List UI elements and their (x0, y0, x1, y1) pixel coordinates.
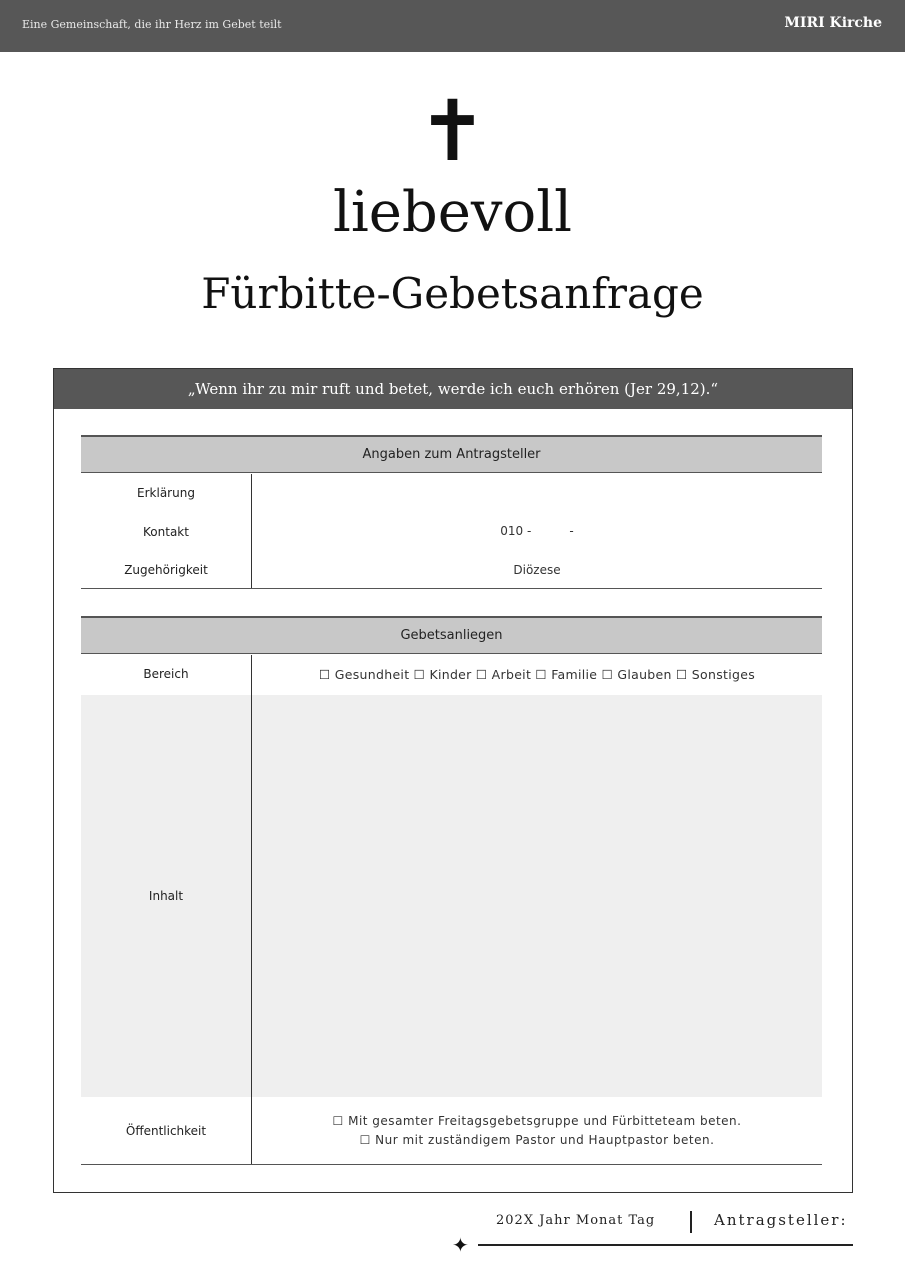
signature-line (478, 1244, 853, 1246)
sparkle-icon: ✦ (452, 1233, 469, 1257)
applicant-bottom-rule (81, 588, 822, 589)
declaration-label: Erklärung (137, 486, 195, 500)
area-checkbox-options[interactable]: ☐ Gesundheit ☐ Kinder ☐ Arbeit ☐ Familie ☐ Glauben ☐ Sonstiges (318, 667, 756, 682)
content-field[interactable] (252, 705, 822, 1085)
page-headline: liebevoll (332, 180, 573, 245)
publicity-label: Öffentlichkeit (125, 1124, 207, 1138)
tagline: Eine Gemeinschaft, die ihr Herz im Gebet teilt (22, 18, 282, 31)
date-field[interactable]: 202X Jahr Monat Tag (496, 1213, 656, 1228)
content-label: Inhalt (148, 889, 184, 903)
church-name: MIRI Kirche (784, 15, 882, 31)
prayer-bottom-rule (81, 1164, 822, 1165)
top-bar (0, 0, 905, 52)
contact-label: Kontakt (143, 525, 189, 539)
prayer-section-heading: Gebetsanliegen (81, 616, 822, 654)
applicant-section-heading: Angaben zum Antragsteller (81, 435, 822, 473)
request-form (53, 368, 853, 1193)
declaration-field[interactable] (252, 486, 822, 504)
cross-icon: ✝ (417, 82, 488, 180)
area-label: Bereich (143, 667, 189, 681)
footer-separator (690, 1211, 692, 1233)
contact-field[interactable]: 010 - - (500, 524, 574, 538)
publicity-option-all[interactable]: ☐ Mit gesamter Freitagsgebetsgruppe und Fürbitteteam beten. (332, 1114, 742, 1128)
page-title: Fürbitte-Gebetsanfrage (201, 269, 704, 318)
affiliation-field[interactable]: Diözese (513, 563, 561, 577)
publicity-option-pastor[interactable]: ☐ Nur mit zuständigem Pastor und Hauptpastor beten. (359, 1133, 715, 1147)
affiliation-label: Zugehörigkeit (124, 563, 208, 577)
applicant-signature-label[interactable]: Antragsteller: (714, 1211, 848, 1229)
verse-banner: „Wenn ihr zu mir ruft und betet, werde ich euch erhören (Jer 29,12).“ (54, 369, 852, 409)
